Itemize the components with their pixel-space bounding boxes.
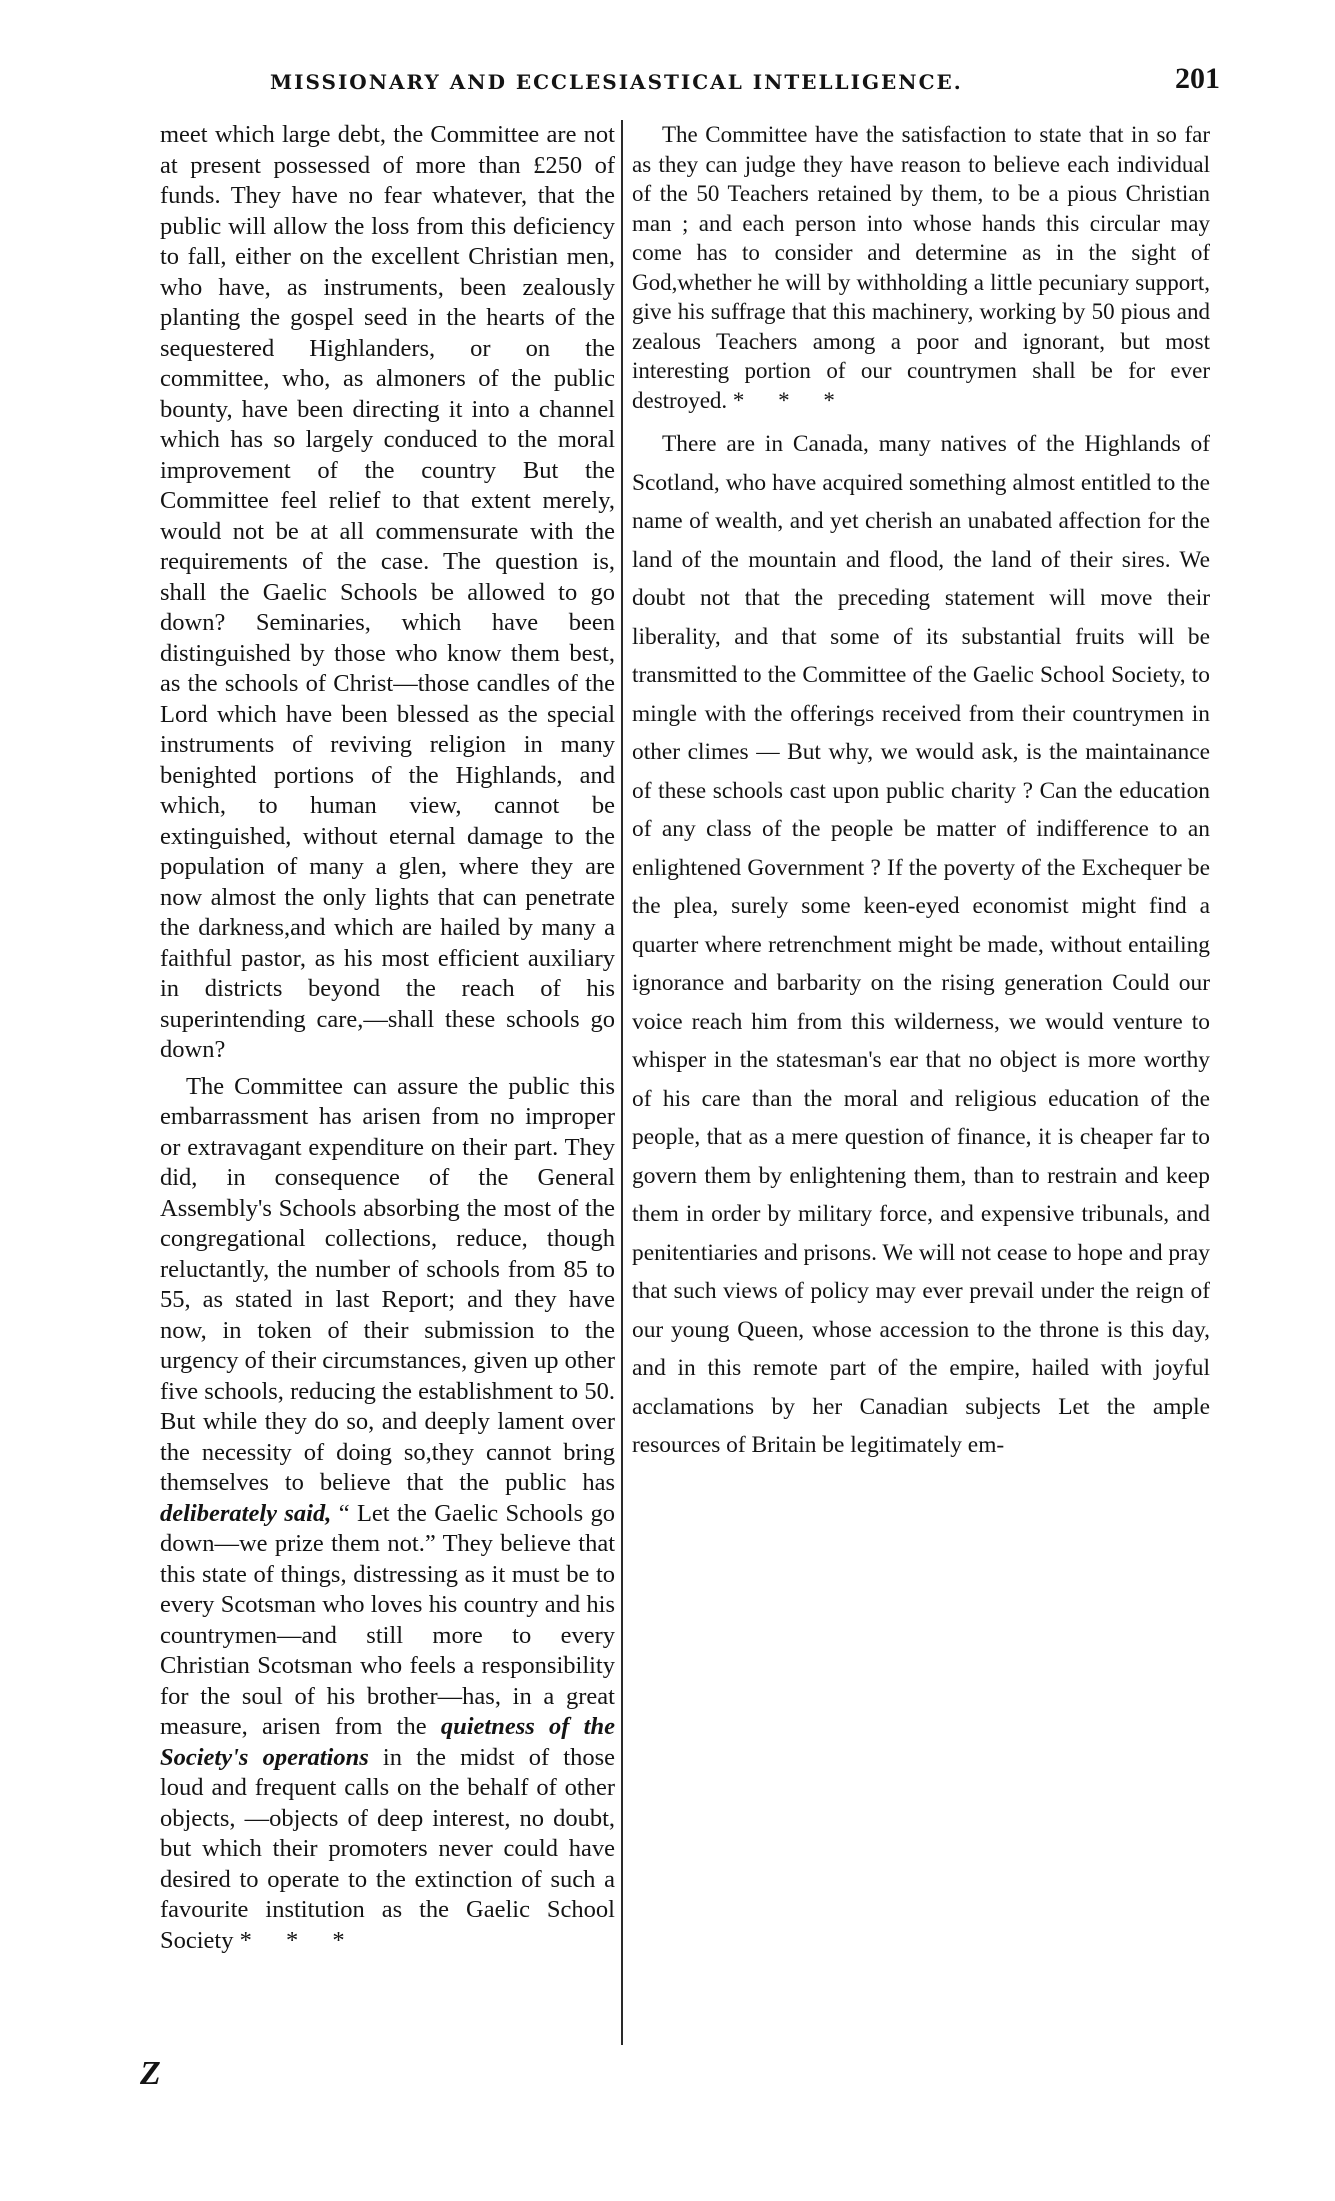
ellipsis-stars: * * * [239, 1926, 359, 1954]
left-paragraph-2-italic-b: quietness of the Society's operations [160, 1713, 615, 1771]
right-paragraph-2-text: There are in Canada, many natives of the Highlands of Scotland, who have acquired something almost entitled to the name of wealth, and yet cherish an unabated affection for the land of the mountain and flood, the land of their sires. We doubt not that the preceding statement will move their liberality, and that some of its substantial fruits will be transmitted to the Committee of the Gaelic School Society, to mingle with the offerings received from their countrymen in other climes — But why, we would ask, is the maintainance of these schools cast upon public charity ? Can the education of any class of the people be matter of indifference to an enlightened Government ? If the poverty of the Exchequer be the plea, surely some keen-eyed economist might find a quarter where retrenchment might be made, without entailing ignorance and barbarity on the rising generation Could our voice reach him from this wilderness, we would venture to whisper in the statesman's ear that no object is more worthy of his care than the moral and religious education of the people, that as a mere question of finance, it is cheaper far to govern them by enlightening them, than to restrain and keep them in order by military force, and expensive tribunals, and penitentiaries and prisons. We will not cease to hope and pray that such views of policy may ever prevail under the reign of our young Queen, whose accession to the throne is this day, and in this remote part of the empire, hailed with joyful acclamations by her Canadian subjects Let the ample resources of Britain be legitimately em- [632, 431, 1210, 1458]
right-column [632, 120, 1210, 2080]
left-paragraph-2 [160, 1072, 615, 1957]
column-divider [621, 120, 623, 2045]
left-paragraph-1 [160, 120, 615, 1066]
ellipsis-stars: * * * [732, 387, 849, 413]
signature-mark: Z [140, 2055, 161, 2092]
right-paragraph-2 [632, 425, 1210, 1465]
left-paragraph-2-text-a: The Committee can assure the public this embarrassment has arisen from no improper or extravagant expenditure on their part. They did, in consequence of the General Assembly's Schools absorbing the most of the congregational collections, reduce, though reluctantly, the number of schools from 85 to 55, as stated in last Report; and they have now, in token of their submission to the urgency of their circumstances, given up other five schools, reducing the establishment to 50. But while they do so, and deeply lament over the necessity of doing so,they cannot bring themselves to believe that the public has [160, 1072, 615, 1496]
left-paragraph-2-text-c: in the midst of those loud and frequent calls on the behalf of other objects, —objects of deep interest, no doubt, but which their promoters never could have desired to operate to the extinction of such a favourite institution as the Gaelic School Society [160, 1743, 615, 1954]
page-number: 201 [1175, 62, 1220, 95]
running-head [160, 62, 1240, 102]
left-paragraph-1-text: meet which large debt, the Committee are not at present possessed of more than £250 of funds. They have no fear whatever, that the public will allow the loss from this deficiency to fall, either on the excellent Christian men, who have, as instruments, been zealously planting the gospel seed in the hearts of the sequestered Highlanders, or on the committee, who, as almoners of the public bounty, have been directing it into a channel which has so largely conduced to the moral improvement of the country But the Committee feel relief to that extent merely, would not be at all commensurate with the requirements of the case. The question is, shall the Gaelic Schools be allowed to go down? Seminaries, which have been distinguished by those who know them best, as the schools of Christ—those candles of the Lord which have been blessed as the special instruments of reviving religion in many benighted portions of the Highlands, and which, to human view, cannot be extinguished, without eternal damage to the population of many a glen, where they are now almost the only lights that can penetrate the darkness,and which are hailed by many a faithful pastor, as his most efficient auxiliary in districts beyond the reach of his superintending care,—shall these schools go down? [160, 121, 615, 1063]
right-paragraph-1 [632, 120, 1210, 415]
right-paragraph-1-text: The Committee have the satisfaction to state that in so far as they can judge they have reason to believe each individual of the 50 Teachers retained by them, to be a pious Christian man ; and each person into whose hands this circular may come has to consider and determine as in the sight of God,whether he will by withholding a little pecuniary support, give his suffrage that this machinery, working by 50 pious and zealous Teachers among a poor and ignorant, but most interesting portion of our countrymen shall be for ever destroyed. [632, 122, 1210, 413]
left-paragraph-2-text-b: “ Let the Gaelic Schools go down—we prize them not.” They believe that this state of things, distressing as it must be to every Scotsman who loves his country and his countrymen—and still more to every Christian Scotsman who feels a responsibility for the soul of his brother—has, in a great measure, arisen from the [160, 1499, 615, 1740]
running-title: MISSIONARY AND ECCLESIASTICAL INTELLIGENCE. [270, 70, 963, 94]
left-column [160, 120, 615, 2080]
left-paragraph-2-italic-a: deliberately said, [160, 1499, 332, 1527]
